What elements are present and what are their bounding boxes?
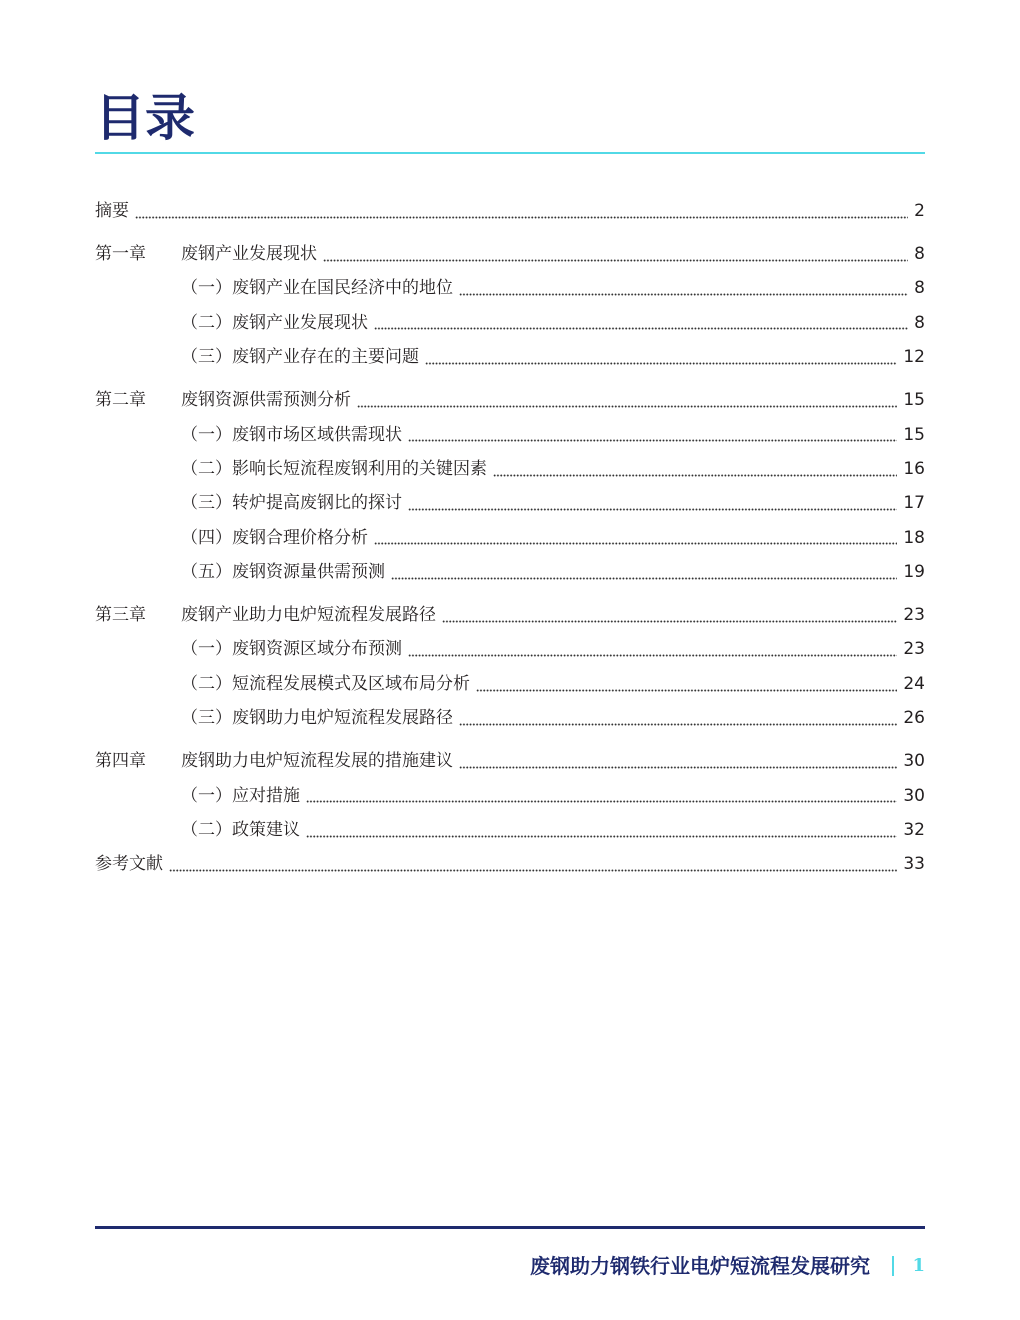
section-title: 废钢资源区域分布预测 — [232, 639, 402, 660]
chapter-label: 第一章 — [95, 243, 146, 264]
page-title: 目录 — [95, 89, 195, 147]
leader-dots — [374, 327, 908, 330]
toc-section-2-2[interactable] — [95, 452, 925, 486]
toc-chapter-1[interactable] — [95, 237, 925, 271]
section-title: 废钢合理价格分析 — [232, 527, 368, 548]
leader-dots — [459, 766, 897, 769]
chapter-label: 第二章 — [95, 390, 146, 411]
toc-page-number: 8 — [914, 278, 925, 299]
leader-dots — [408, 508, 897, 511]
section-title: 政策建议 — [232, 820, 300, 841]
section-number: （一） — [181, 785, 232, 806]
toc-section-1-1[interactable] — [95, 271, 925, 305]
section-number: （三） — [181, 708, 232, 729]
toc-page-number: 30 — [903, 785, 925, 806]
footer-page-number: 1 — [912, 1255, 925, 1276]
toc-chapter-3[interactable] — [95, 598, 925, 632]
footer-divider — [95, 1226, 925, 1229]
toc-entry-text: 参考文献 — [95, 854, 163, 875]
leader-dots — [459, 293, 908, 296]
section-title: 废钢产业发展现状 — [232, 312, 368, 333]
toc-page-number: 19 — [903, 562, 925, 583]
chapter-label: 第四章 — [95, 751, 146, 772]
toc-page-number: 15 — [903, 390, 925, 411]
leader-dots — [135, 216, 908, 219]
footer-report-title: 废钢助力钢铁行业电炉短流程发展研究 — [530, 1254, 870, 1278]
toc-entry-text: 摘要 — [95, 201, 129, 221]
leader-dots — [391, 577, 897, 580]
section-title: 废钢市场区域供需现状 — [232, 424, 402, 445]
section-number: （二） — [181, 820, 232, 841]
leader-dots — [408, 654, 897, 657]
section-title: 废钢助力电炉短流程发展路径 — [232, 708, 453, 729]
toc-page-number: 8 — [914, 312, 925, 333]
section-number: （三） — [181, 493, 232, 514]
section-number: （二） — [181, 673, 232, 694]
toc-section-4-1[interactable] — [95, 779, 925, 813]
toc-page-number: 2 — [914, 201, 925, 221]
toc-section-3-2[interactable] — [95, 667, 925, 701]
toc-list — [95, 194, 925, 882]
section-title: 废钢产业在国民经济中的地位 — [232, 278, 453, 299]
chapter-title: 废钢产业助力电炉短流程发展路径 — [181, 605, 436, 626]
section-title: 影响长短流程废钢利用的关键因素 — [232, 458, 487, 479]
section-number: （一） — [181, 278, 232, 299]
section-number: （四） — [181, 527, 232, 548]
toc-page-number: 17 — [903, 493, 925, 514]
toc-page-number: 8 — [914, 243, 925, 264]
section-title: 转炉提高废钢比的探讨 — [232, 493, 402, 514]
leader-dots — [408, 439, 897, 442]
toc-page-number: 24 — [903, 673, 925, 694]
section-number: （一） — [181, 424, 232, 445]
chapter-title: 废钢产业发展现状 — [181, 243, 317, 264]
leader-dots — [357, 405, 897, 408]
toc-section-3-3[interactable] — [95, 701, 925, 735]
toc-page-number: 23 — [903, 605, 925, 626]
leader-dots — [476, 689, 897, 692]
section-number: （一） — [181, 639, 232, 660]
toc-chapter-4[interactable] — [95, 744, 925, 778]
toc-page-number: 16 — [903, 458, 925, 479]
section-number: （二） — [181, 458, 232, 479]
section-title: 短流程发展模式及区域布局分析 — [232, 673, 470, 694]
toc-page-number: 12 — [903, 347, 925, 368]
section-number: （三） — [181, 347, 232, 368]
toc-page-number: 15 — [903, 424, 925, 445]
leader-dots — [442, 620, 897, 623]
section-title: 废钢资源量供需预测 — [232, 562, 385, 583]
leader-dots — [306, 835, 897, 838]
toc-chapter-2[interactable] — [95, 383, 925, 417]
leader-dots — [374, 542, 897, 545]
chapter-title: 废钢助力电炉短流程发展的措施建议 — [181, 751, 453, 772]
title-divider — [95, 152, 925, 154]
toc-entry-abstract[interactable] — [95, 194, 925, 228]
toc-page-number: 26 — [903, 708, 925, 729]
leader-dots — [306, 800, 897, 803]
section-title: 应对措施 — [232, 785, 300, 806]
section-number: （二） — [181, 312, 232, 333]
toc-page-number: 32 — [903, 820, 925, 841]
footer-separator-bar — [892, 1256, 894, 1276]
toc-section-2-4[interactable] — [95, 521, 925, 555]
toc-entry-references[interactable] — [95, 847, 925, 881]
toc-section-1-2[interactable] — [95, 306, 925, 340]
toc-page-number: 30 — [903, 751, 925, 772]
chapter-title: 废钢资源供需预测分析 — [181, 390, 351, 411]
toc-section-3-1[interactable] — [95, 632, 925, 666]
leader-dots — [425, 362, 897, 365]
toc-section-2-3[interactable] — [95, 486, 925, 520]
toc-section-1-3[interactable] — [95, 340, 925, 374]
section-number: （五） — [181, 562, 232, 583]
leader-dots — [459, 723, 897, 726]
toc-section-2-5[interactable] — [95, 555, 925, 589]
leader-dots — [493, 474, 897, 477]
toc-page-number: 23 — [903, 639, 925, 660]
toc-page-number: 33 — [903, 854, 925, 875]
leader-dots — [323, 259, 908, 262]
toc-section-4-2[interactable] — [95, 813, 925, 847]
chapter-label: 第三章 — [95, 605, 146, 626]
leader-dots — [169, 869, 897, 872]
toc-page-number: 18 — [903, 527, 925, 548]
section-title: 废钢产业存在的主要问题 — [232, 347, 419, 368]
toc-section-2-1[interactable] — [95, 418, 925, 452]
